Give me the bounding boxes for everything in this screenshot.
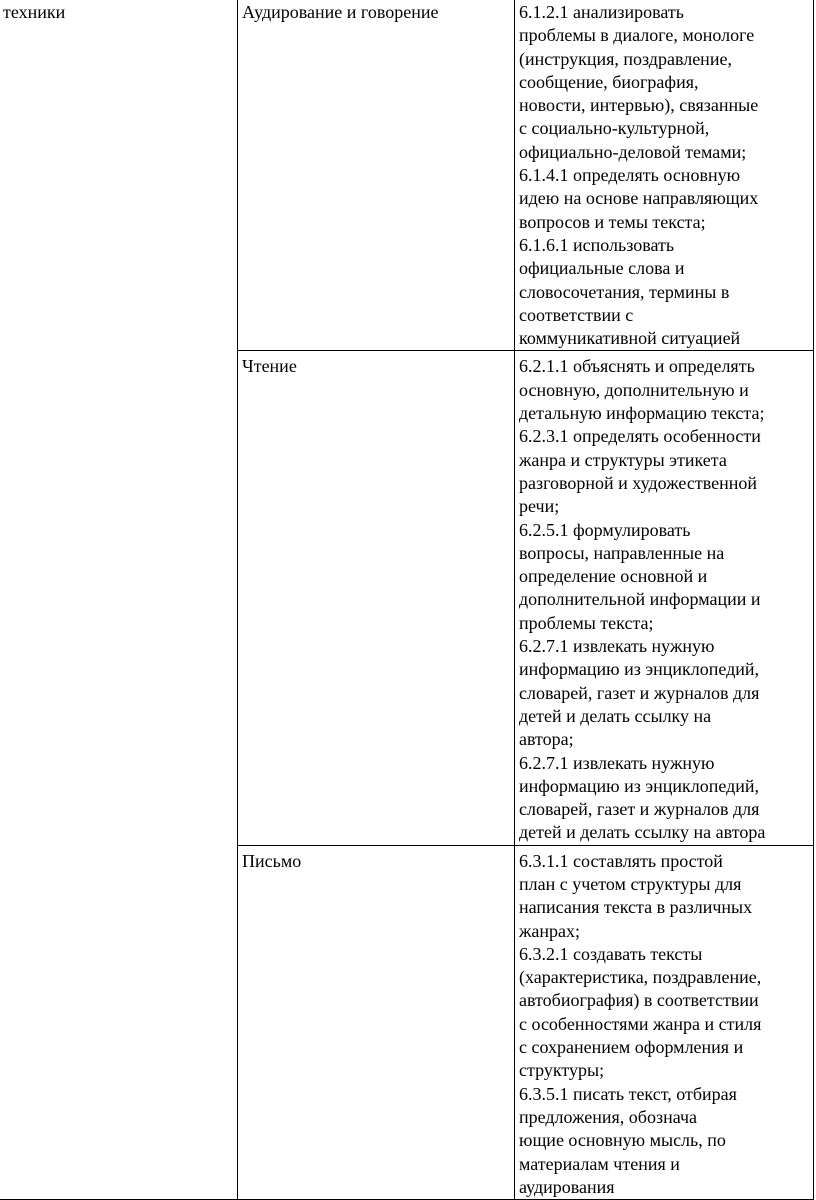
skill-label: Письмо [242, 850, 302, 871]
objective-line: разговорной и художественной [519, 472, 757, 493]
objectives-cell [515, 0, 814, 351]
objectives-cell [515, 351, 814, 845]
objective-line: официальные слова и [519, 258, 685, 279]
objective-line: словарей, газет и журналов для [519, 682, 760, 703]
objective-line: 6.3.2.1 создавать тексты [519, 943, 703, 964]
objective-line: (инструкция, поздравление, [519, 48, 732, 69]
objective-line: жанра и структуры этикета [519, 449, 727, 470]
objective-line: с особенностями жанра и стиля [519, 1013, 762, 1034]
objective-line: проблемы в диалоге, монологе [519, 25, 755, 46]
objective-line: детей и делать ссылку на [519, 705, 712, 726]
objective-line: вопросов и темы текста; [519, 211, 706, 232]
objective-line: проблемы текста; [519, 612, 654, 633]
objective-line: словарей, газет и журналов для [519, 799, 760, 820]
objective-line: план с учетом структуры для [519, 873, 742, 894]
objective-line: 6.1.2.1 анализировать [519, 2, 684, 22]
section-label: техники [3, 2, 66, 22]
objective-line: 6.2.5.1 формулировать [519, 519, 691, 540]
objective-line: аудирования [519, 1176, 615, 1197]
objective-line: автора; [519, 729, 574, 750]
objective-line: детальную информацию текста; [519, 403, 765, 424]
objective-line: 6.2.3.1 определять особенности [519, 426, 761, 447]
objective-line: речи; [519, 496, 560, 517]
objective-line: 6.1.4.1 определять основную [519, 165, 741, 186]
objective-line: ющие основную мысль, по [519, 1130, 726, 1151]
objective-line: детей и делать ссылку на автора [519, 822, 766, 843]
objective-line: 6.3.1.1 составлять простой [519, 850, 723, 871]
objective-line: идею на основе направляющих [519, 188, 759, 209]
objective-line: (характеристика, поздравление, [519, 967, 762, 988]
objective-line: структуры; [519, 1060, 605, 1081]
objective-line: написания текста в различных [519, 897, 753, 918]
table-row [0, 0, 814, 351]
objective-line: информацию из энциклопедий, [519, 775, 760, 796]
objective-line: автобиография) в соответствии [519, 990, 759, 1011]
objective-line: основную, дополнительную и [519, 379, 749, 400]
skill-label: Чтение [242, 356, 297, 377]
objective-line: 6.2.7.1 извлекать нужную [519, 636, 715, 657]
objective-line: информацию из энциклопедий, [519, 659, 760, 680]
objective-line: определение основной и [519, 566, 708, 587]
objective-line: словосочетания, термины в [519, 281, 730, 302]
skill-cell [238, 0, 515, 351]
objective-line: 6.1.6.1 использовать [519, 234, 675, 255]
objective-line: 6.2.1.1 объяснять и определять [519, 356, 755, 377]
objective-line: материалам чтения и [519, 1153, 680, 1174]
section-cell [0, 0, 238, 1200]
objective-line: сообщение, биография, [519, 71, 699, 92]
objective-line: соответствии с [519, 304, 634, 325]
objective-line: 6.3.5.1 писать текст, отбирая [519, 1083, 737, 1104]
objective-line: с сохранением оформления и [519, 1037, 744, 1058]
objective-line: жанрах; [519, 920, 581, 941]
objectives-cell [515, 845, 814, 1199]
objective-line: коммуникативной ситуацией [519, 328, 741, 349]
objective-line: вопросы, направленные на [519, 542, 725, 563]
objective-line: с социально-культурной, [519, 118, 710, 139]
skill-cell [238, 845, 515, 1199]
objective-line: официально-деловой темами; [519, 141, 747, 162]
objective-line: новости, интервью), связанные [519, 95, 759, 116]
skill-label: Аудирование и говорение [242, 2, 439, 22]
objective-line: 6.2.7.1 извлекать нужную [519, 752, 715, 773]
objective-line: дополнительной информации и [519, 589, 761, 610]
objective-line: предложения, обознача [519, 1106, 698, 1127]
skill-cell [238, 351, 515, 845]
